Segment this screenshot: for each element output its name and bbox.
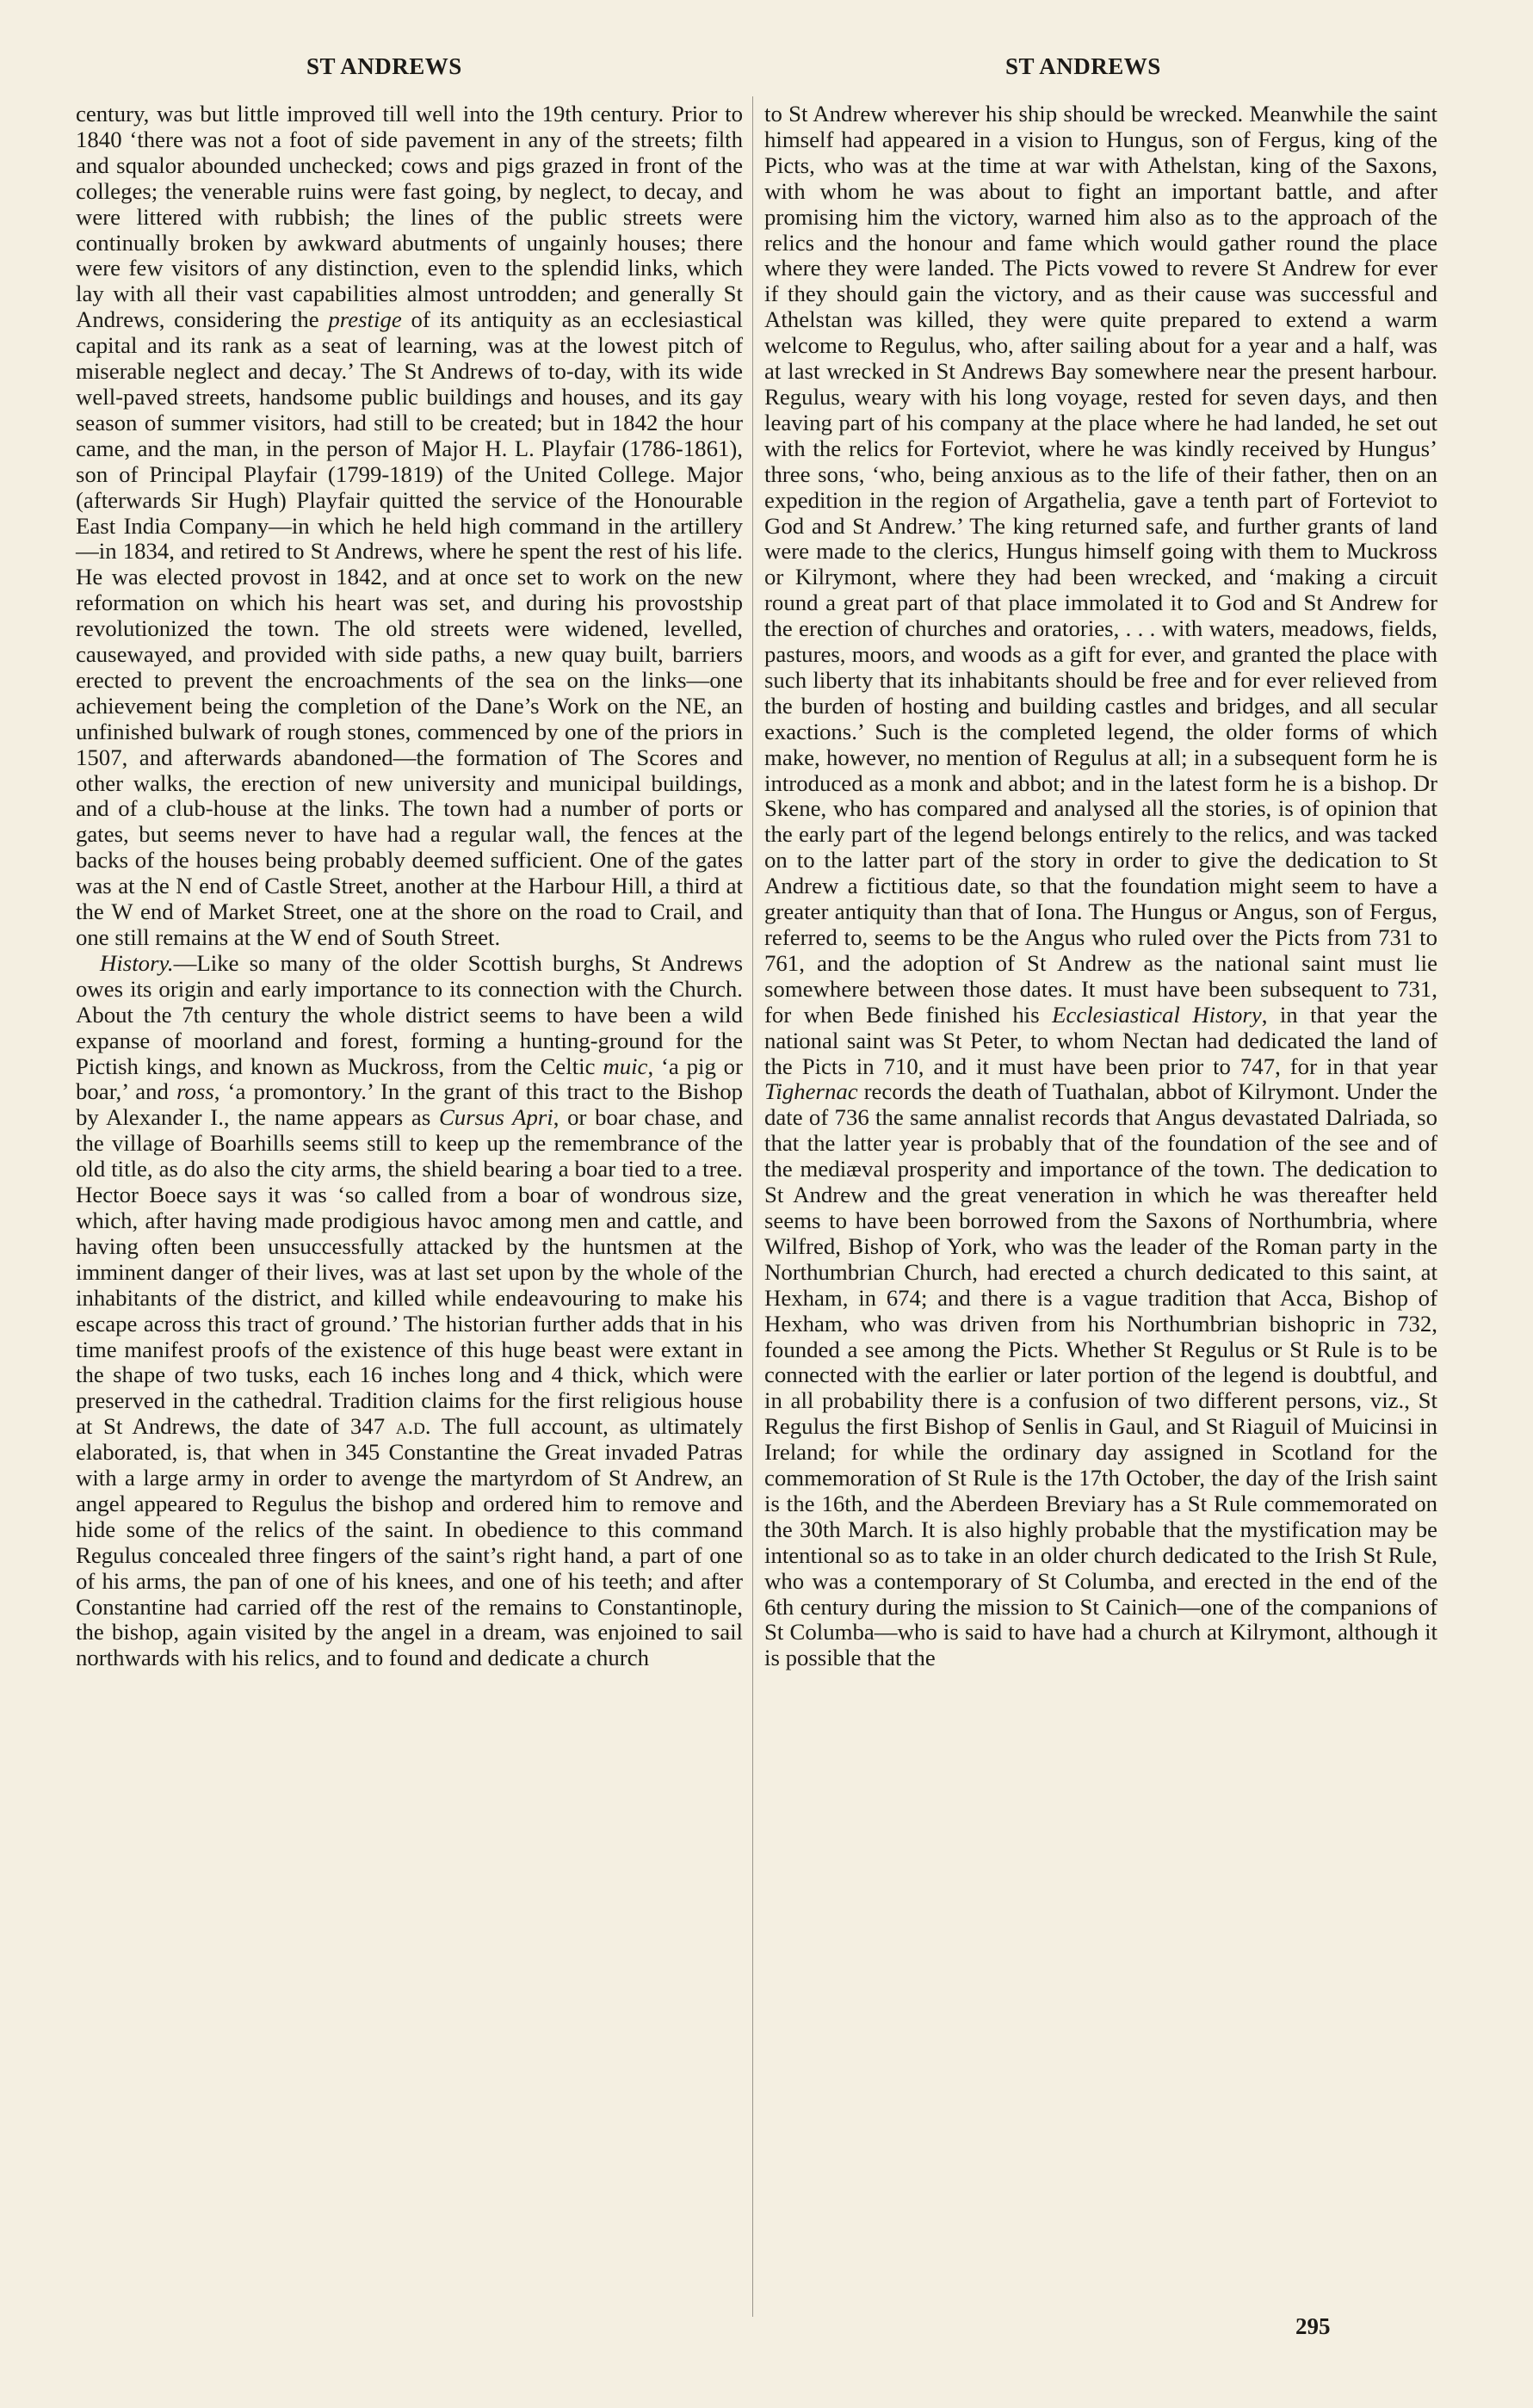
italic-term: ross [176,1078,214,1105]
text-run: records the death of Tuathalan, abbot of Kilrymont. Under the date of 736 the same annalist records that Angus devastated Dalriada, so that the latter year is probably that of the foundation of the see and of the mediæval prosperity and importance of the town. The dedication to St Andrew and the great veneration in which he was thereafter held seems to have been borrowed from the Saxons of Northumbria, where Wilfred, Bishop of York, who was the leader of the Roman party in the Northumbrian Church, had erected a church dedicated to this saint, at Hexham, in 674; and there is a vague tradition that Acca, Bishop of Hexham, who was driven from his Northumbrian bishopric in 732, founded a see among the Picts. Whether St Regulus or St Rule is to be connected with the earlier or later portion of the legend is doubtful, and in all probability there is a confusion of two different persons, viz., St Regulus the first Bishop of Senlis in Gaul, and St Riaguil of Muicinsi in Ireland; for while the ordinary day assigned in Scotland for the commemoration of St Rule is the 17th October, the day of the Irish saint is the 16th, and the Aberdeen Breviary has a St Rule commemorated on the 30th March. It is also highly probable that the mystification may be intentional so as to take in an older church dedicated to the Irish St Rule, who was a contemporary of St Columba, and erected in the end of the 6th century during the mission to St Cainich—one of the companions of St Columba—who is said to have had a church at Kilrymont, although it is possible that the [764,1078,1437,1671]
italic-term: prestige [328,306,402,333]
text-run: , or boar chase, and the village of Boarhills seems still to keep up the remembrance of the old title, as do also the city arms, the shield bearing a boar tied to a tree. Hector Boece says it was ‘so called from a boar of wondrous size, which, after having made prodigious havoc among men and cattle, and having often been unsuccessfully attacked by the huntsmen at the imminent danger of their lives, was at last set upon by the whole of the inhabitants of the district, and killed while endeavouring to make his escape across this tract of ground.’ The historian further adds that in his time manifest proofs of the existence of this huge beast were extant in the shape of two tusks, each 16 inches long and 4 thick, which were preserved in the cathedral. Tradition claims for the first religious house at St Andrews, the date of 347 [76,1104,743,1440]
italic-term: muic [603,1053,648,1079]
text-run: , in that year the national saint was St Peter, to whom Nectan had dedicated the land of the Picts in 710, and it must have been prior to 747, for in that year [764,1001,1437,1079]
text-run: , ‘a pig or boar,’ and [76,1053,743,1105]
section-heading-history: History. [100,949,174,976]
small-caps-term: a.d. [395,1413,431,1440]
text-run: to St Andrew wherever his ship should be wrecked. Meanwhile the saint himself had appeared in a vision to Hungus, son of Fergus, king of the Picts, who was at the time at war with Athelstan, king of the Saxons, with whom he was about to fight an important battle, and after promising him the victory, warned him also as to the approach of the relics and the honour and fame which would gather round the place where they were landed. The Picts vowed to revere St Andrew for ever if they should gain the victory, and as their cause was successful and Athelstan was killed, they were quite prepared to extend a warm welcome to Regulus, who, after sailing about for a year and a half, was at last wrecked in St Andrews Bay somewhere near the present harbour. Regulus, weary with his long voyage, rested for seven days, and then leaving part of his company at the place where he had landed, he set out with the relics for Forteviot, where he was kindly received by Hungus’ three sons, ‘who, being anxious as to the life of their father, then on an expedition in the region of Argathelia, gave a tenth part of Forteviot to God and St Andrew.’ The king returned safe, and further grants of land were made to the clerics, Hungus himself going with them to Muckross or Kilrymont, where they had been wrecked, and ‘making a circuit round a great part of that place immolated it to God and St Andrew for the erection of churches and oratories, . . . with waters, meadows, fields, pastures, moors, and woods as a gift for ever, and granted the place with such liberty that its inhabitants should be free and for ever relieved from the burden of hosting and building castles and bridges, and all secular exactions.’ Such is the completed legend, the older forms of which make, however, no mention of Regulus at all; in a subsequent form he is introduced as a monk and abbot; and in the latest form he is a bishop. Dr Skene, who has compared and analysed all the stories, is of opinion that the early part of the legend belongs entirely to the relics, and was tacked on to the latter part of the story in order to give the dedication to St Andrew a fictitious date, so that the foundation might seem to have a greater antiquity than that of Iona. The Hungus or Angus, son of Fergus, referred to, seems to be the Angus who ruled over the Picts from 731 to 761, and the adoption of St Andrew as the national saint must lie somewhere between those dates. It must have been subsequent to 731, for when Bede finished his [764,101,1437,1028]
paragraph-legend [764,102,1437,1671]
paragraph-history [76,951,743,1671]
text-run: The full account, as ultimately elaborated, is, that when in 345 Constantine the Great invaded Patras with a large army in order to avenge the martyrdom of St Andrew, an angel appeared to Regulus the bishop and ordered him to remove and hide some of the relics of the saint. In obedience to this command Regulus concealed three fingers of the saint’s right hand, a part of one of his arms, the pan of one of his knees, and one of his teeth; and after Constantine had carried off the rest of the remains to Constantinople, the bishop, again visited by the angel in a dream, was enjoined to sail northwards with his relics, and to found and dedicate a church [76,1413,744,1671]
italic-term: Tighernac [764,1078,858,1105]
italic-term: Ecclesiastical History [1052,1001,1262,1028]
column-divider [752,96,753,2317]
page-number: 295 [1295,2313,1331,2339]
text-run: of its antiquity as an ecclesiastical capital and its rank as a seat of learning, was at the lowest pitch of miserable neglect and decay.’ The St Andrews of to-day, with its wide well-paved streets, handsome public buildings and houses, and its gay season of summer visitors, had still to be created; but in 1842 the hour came, and the man, in the person of Major H. L. Playfair (1786-1861), son of Principal Playfair (1799-1819) of the United College. Major (afterwards Sir Hugh) Playfair quitted the service of the Honourable East India Company—in which he held high command in the artillery—in 1834, and retired to St Andrews, where he spent the rest of his life. He was elected provost in 1842, and at once set to work on the new reformation on which his heart was set, and during his provostship revolutionized the town. The old streets were widened, levelled, causewayed, and provided with side paths, a new quay built, barriers erected to prevent the encroachments of the sea on the links—one achievement being the completion of the Dane’s Work on the NE, an unfinished bulwark of rough stones, commenced by one of the priors in 1507, and afterwards abandoned—the formation of The Scores and other walks, the erection of new university and municipal buildings, and of a club-house at the links. The town had a number of ports or gates, but seems never to have had a regular wall, the fences at the backs of the houses being probably deemed sufficient. One of the gates was at the N end of Castle Street, another at the Harbour Hill, a third at the W end of Market Street, one at the shore on the road to Crail, and one still remains at the W end of South Street. [76,306,743,950]
right-column [764,102,1437,1671]
running-head-right: ST ANDREWS [1005,53,1161,79]
text-run: , ‘a promontory.’ In the grant of this tract to the Bishop by Alexander I., the name appears as [76,1078,743,1131]
text-run: —Like so many of the older Scottish burghs, St Andrews owes its origin and early importance to its connection with the Church. About the 7th century the whole district seems to have been a wild expanse of moorland and forest, forming a hunting-ground for the Pictish kings, and known as Muckross, from the Celtic [76,949,743,1079]
text-run: century, was but little improved till well into the 19th century. Prior to 1840 ‘there was not a foot of side pavement in any of the streets; filth and squalor abounded unchecked; cows and pigs grazed in front of the colleges; the venerable ruins were fast going, by neglect, to decay, and were littered with rubbish; the lines of the public streets were continually broken by awkward abutments of ungainly houses; there were few visitors of any distinction, even to the splendid links, which lay with all their vast capabilities almost untrodden; and generally St Andrews, considering the [76,101,743,333]
italic-term: Cursus Apri [438,1104,553,1131]
running-head-left: ST ANDREWS [306,53,462,79]
left-column [76,102,743,1671]
paragraph-playfair [76,102,743,951]
